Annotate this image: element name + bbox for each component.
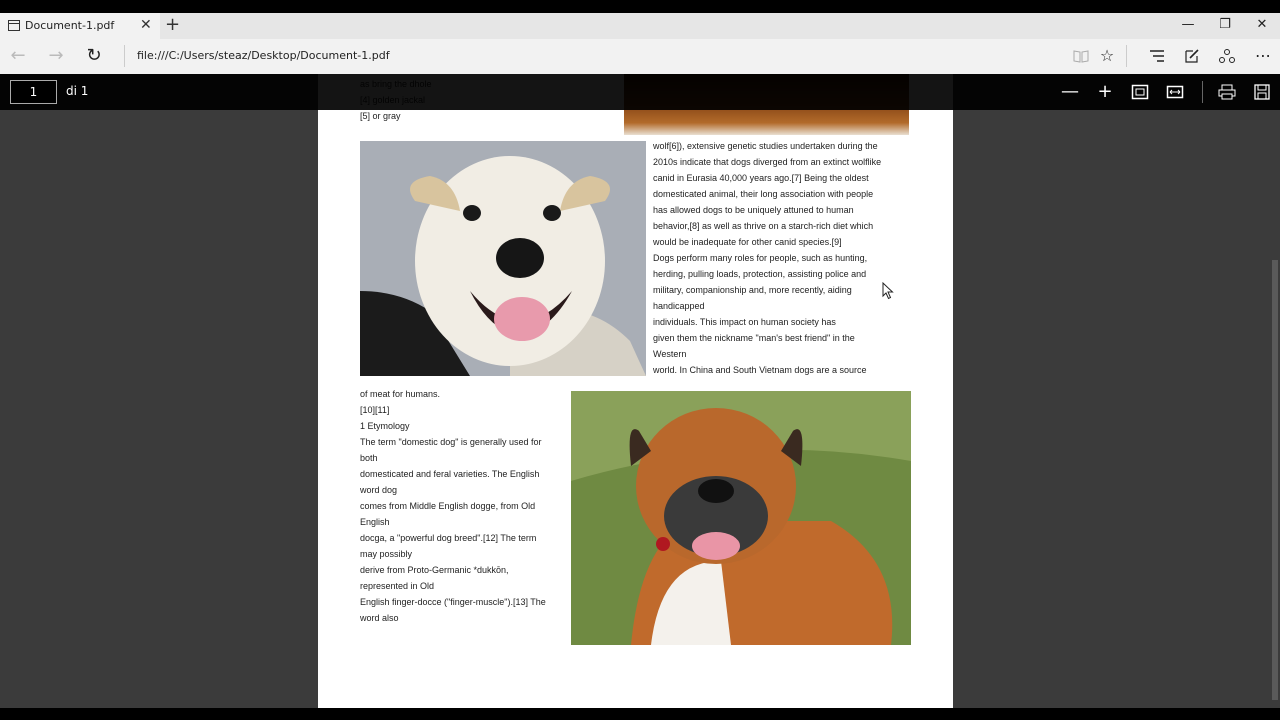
tab-strip [0, 13, 1280, 39]
text-line: of meat for humans. [360, 389, 441, 399]
pdf-toolbar [0, 74, 1280, 110]
vertical-scrollbar[interactable] [1271, 110, 1280, 708]
hub-icon[interactable] [1146, 46, 1168, 66]
mouse-pointer-icon [882, 282, 894, 300]
address-bar-row [0, 39, 1280, 74]
page-total-label: di 1 [66, 84, 89, 98]
text-line: may possibly [360, 549, 413, 559]
text-line: comes from Middle English dogge, from Old [360, 501, 536, 511]
text-line: represented in Old [360, 581, 435, 591]
tab-document[interactable] [0, 13, 160, 39]
favorite-star-icon[interactable]: ☆ [1099, 46, 1115, 65]
text-line: individuals. This impact on human society has [653, 317, 836, 327]
text-line: domesticated animal, their long association with people [653, 189, 874, 199]
text-line: docga, a "powerful dog breed".[12] The term [360, 533, 537, 543]
toolbar-divider [1126, 45, 1127, 67]
restore-button[interactable]: ❐ [1219, 17, 1231, 32]
tab-title: Document-1.pdf [25, 19, 115, 32]
pdf-viewer[interactable] [0, 74, 1280, 708]
text-line: has allowed dogs to be uniquely attuned to human [653, 205, 854, 215]
share-icon[interactable] [1216, 46, 1238, 66]
dog-photo-smiling [360, 141, 646, 376]
page-number-input[interactable] [10, 80, 57, 104]
fit-width-icon[interactable] [1164, 81, 1186, 103]
fit-page-icon[interactable] [1129, 81, 1151, 103]
text-line: canid in Eurasia 40,000 years ago.[7] Being the oldest [653, 173, 869, 183]
pdf-toolbar-divider [1202, 81, 1203, 103]
zoom-in-button[interactable]: + [1097, 81, 1113, 102]
back-button[interactable]: ← [10, 45, 26, 66]
text-line: given them the nickname "man's best friend" in the [653, 333, 855, 343]
text-line: handicapped [653, 301, 705, 311]
tab-close-icon[interactable]: ✕ [140, 17, 152, 33]
text-line: 1 Etymology [360, 421, 410, 431]
boxer-dog-photo [571, 391, 911, 645]
more-icon[interactable]: ⋯ [1255, 46, 1271, 65]
text-line: English finger-docce ("finger-muscle").[13] The [360, 597, 546, 607]
text-line: Dogs perform many roles for people, such as hunting, [653, 253, 868, 263]
minimize-button[interactable]: — [1181, 17, 1195, 32]
left-text-block [360, 386, 546, 626]
scrollbar-thumb[interactable] [1272, 260, 1278, 700]
text-line: military, companionship and, more recently, aiding [653, 285, 852, 295]
text-line: would be inadequate for other canid species.[9] [653, 237, 842, 247]
print-icon[interactable] [1216, 81, 1238, 103]
text-line: wolf[6]), extensive genetic studies undertaken during the [653, 141, 878, 151]
text-line: word dog [360, 485, 398, 495]
right-text-block [653, 138, 881, 378]
text-line: derive from Proto-Germanic *dukkōn, [360, 565, 509, 575]
new-tab-button[interactable]: + [165, 14, 181, 35]
text-line: herding, pulling loads, protection, assisting police and [653, 269, 867, 279]
refresh-button[interactable]: ↻ [86, 45, 102, 66]
reading-view-icon[interactable] [1070, 46, 1092, 66]
text-line: [10][11] [360, 405, 390, 415]
text-line: 2010s indicate that dogs diverged from an extinct wolflike [653, 157, 882, 167]
text-line: Western [653, 349, 687, 359]
text-line: The term "domestic dog" is generally used for [360, 437, 542, 447]
text-line: behavior,[8] as well as thrive on a starch-rich diet which [653, 221, 874, 231]
web-note-icon[interactable] [1181, 46, 1203, 66]
address-field[interactable]: file:///C:/Users/steaz/Desktop/Document-1.pdf [137, 49, 390, 62]
text-line: word also [360, 613, 399, 623]
zoom-out-button[interactable]: — [1061, 81, 1079, 102]
close-window-button[interactable]: ✕ [1256, 17, 1268, 32]
save-icon[interactable] [1251, 81, 1273, 103]
page-icon [8, 20, 20, 31]
text-line: English [360, 517, 390, 527]
text-line: both [360, 453, 378, 463]
screen-bottom-border [0, 708, 1280, 720]
text-line: domesticated and feral varieties. The English [360, 469, 540, 479]
address-divider [124, 45, 125, 67]
text-line: [5] or gray [360, 111, 401, 121]
pdf-page [318, 74, 953, 708]
text-line: world. In China and South Vietnam dogs are a source [653, 365, 867, 375]
screen-top-border [0, 0, 1280, 13]
forward-button[interactable]: → [48, 45, 64, 66]
